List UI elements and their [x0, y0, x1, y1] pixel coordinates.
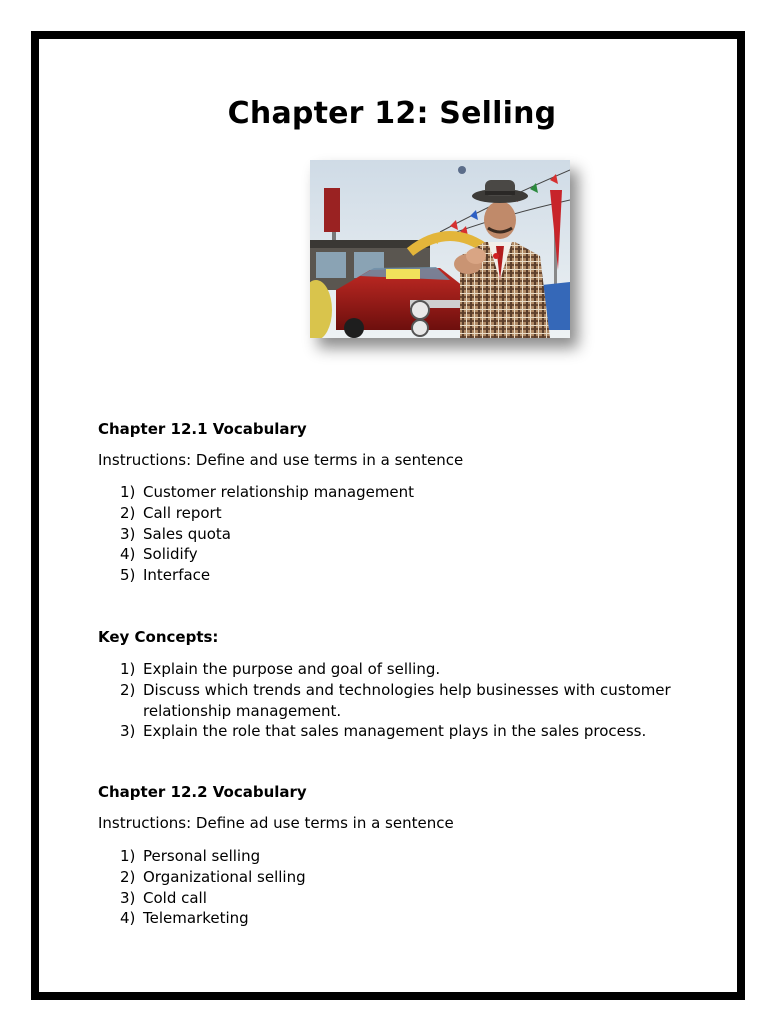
page-border	[31, 31, 745, 1000]
vocabulary-list-12-2	[98, 846, 683, 929]
list-item: 2) Organizational selling	[120, 867, 306, 886]
key-concepts-list	[98, 659, 683, 742]
list-item: 4) Telemarketing	[120, 909, 249, 928]
list-item: 2) Call report	[120, 503, 222, 522]
list-item: 2) Discuss which trends and technologies help businesses with customer relationship management.	[120, 680, 671, 720]
list-item: 3) Cold call	[120, 888, 207, 907]
section-heading-vocabulary-12-1: Chapter 12.1 Vocabulary	[98, 420, 307, 438]
list-item: 3) Explain the role that sales management plays in the sales process.	[120, 722, 647, 741]
list-item: 5) Interface	[120, 566, 211, 585]
section-heading-vocabulary-12-2: Chapter 12.2 Vocabulary	[98, 783, 307, 801]
list-item: 1) Customer relationship management	[120, 483, 415, 501]
list-item: 4) Solidify	[120, 545, 198, 564]
list-item: 1) Explain the purpose and goal of selling.	[120, 660, 441, 678]
page-title: Chapter 12: Selling	[227, 96, 557, 131]
list-item: 3) Sales quota	[120, 524, 231, 543]
section-heading-key-concepts: Key Concepts:	[98, 628, 219, 646]
vocabulary-list-12-1	[98, 482, 683, 586]
list-item: 1) Personal selling	[120, 847, 261, 865]
car-salesman-photo	[310, 160, 570, 338]
instructions-12-1: Instructions: Define and use terms in a sentence	[98, 451, 464, 469]
instructions-12-2: Instructions: Define ad use terms in a sentence	[98, 814, 454, 832]
